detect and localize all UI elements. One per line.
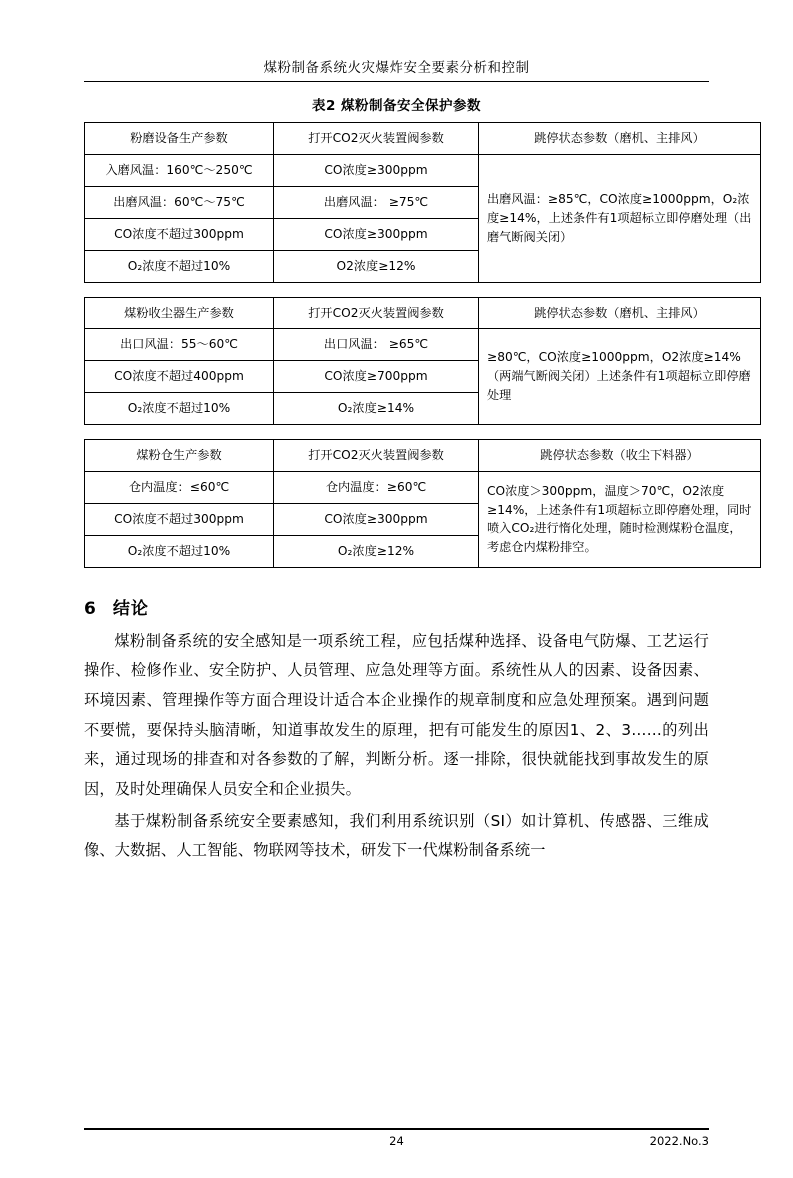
table-note-cell: ≥80℃，CO浓度≥1000ppm，O2浓度≥14%（两端气断阀关闭）上述条件有1项超标立即停磨处理 — [479, 329, 761, 425]
paragraph: 基于煤粉制备系统安全要素感知，我们利用系统识别（SI）如计算机、传感器、三维成像、大数据、人工智能、物联网等技术，研发下一代煤粉制备系统一 — [84, 811, 709, 860]
table-cell: CO浓度≥300ppm — [274, 218, 479, 250]
table-cell: O₂浓度≥12% — [274, 535, 479, 567]
column-header: 煤粉收尘器生产参数 — [85, 297, 274, 329]
section-number: 6 — [84, 598, 97, 619]
table-cell: 出磨风温：60℃～75℃ — [85, 186, 274, 218]
column-header: 打开CO2灭火装置阀参数 — [274, 440, 479, 472]
column-header: 跳停状态参数（磨机、主排风） — [479, 123, 761, 155]
column-header: 煤粉仓生产参数 — [85, 440, 274, 472]
table-cell: O₂浓度不超过10% — [85, 250, 274, 282]
table-cell: O₂浓度≥14% — [274, 393, 479, 425]
table-cell: 仓内温度：≤60℃ — [85, 472, 274, 504]
table-cell: O2浓度≥12% — [274, 250, 479, 282]
column-header: 跳停状态参数（收尘下料器） — [479, 440, 761, 472]
table-cell: CO浓度≥300ppm — [274, 154, 479, 186]
table-row — [85, 472, 761, 504]
column-header: 打开CO2灭火装置阀参数 — [274, 297, 479, 329]
table-cell: CO浓度不超过400ppm — [85, 361, 274, 393]
table-cell: CO浓度不超过300ppm — [85, 218, 274, 250]
document-page — [0, 56, 793, 1178]
running-header: 煤粉制备系统火灾爆炸安全要素分析和控制 — [84, 56, 709, 82]
table-cell: 出口风温：55～60℃ — [85, 329, 274, 361]
table-cell: 入磨风温：160℃～250℃ — [85, 154, 274, 186]
table-note-cell: 出磨风温：≥85℃，CO浓度≥1000ppm，O₂浓度≥14%，上述条件有1项超标立即停磨处理（出磨气断阀关闭） — [479, 154, 761, 282]
table-cell: O₂浓度不超过10% — [85, 535, 274, 567]
table-cell: O₂浓度不超过10% — [85, 393, 274, 425]
page-footer — [84, 1128, 709, 1152]
table-row — [85, 154, 761, 186]
table-cell: 出口风温： ≥65℃ — [274, 329, 479, 361]
table-cell: 出磨风温： ≥75℃ — [274, 186, 479, 218]
column-header: 粉磨设备生产参数 — [85, 123, 274, 155]
column-header: 跳停状态参数（磨机、主排风） — [479, 297, 761, 329]
table-row — [85, 440, 761, 472]
table-row — [85, 329, 761, 361]
table-row — [85, 297, 761, 329]
table-cell: 仓内温度：≥60℃ — [274, 472, 479, 504]
table-caption: 表2 煤粉制备安全保护参数 — [311, 98, 482, 114]
table-cell: CO浓度≥700ppm — [274, 361, 479, 393]
table-cell: CO浓度不超过300ppm — [85, 503, 274, 535]
table-block-3 — [84, 439, 761, 568]
table-block-2 — [84, 297, 761, 426]
issue-label: 2022.No.3 — [649, 1134, 709, 1148]
paragraph: 煤粉制备系统的安全感知是一项系统工程，应包括煤种选择、设备电气防爆、工艺运行操作、检修作业、安全防护、人员管理、应急处理等方面。系统性从人的因素、设备因素、环境因素、管理操作等方面合理设计适合本企业操作的规章制度和应急处理预案。遇到问题不要慌，要保持头脑清晰，知道事故发生的原理，把有可能发生的原因1、2、3……的列出来，通过现场的排查和对各参数的了解，判断分析。逐一排除，很快就能找到事故发生的原因，及时处理确保人员安全和企业损失。 — [84, 631, 709, 798]
footer-divider — [84, 1128, 709, 1130]
table-block-1 — [84, 122, 761, 283]
table-row — [85, 123, 761, 155]
section-heading — [84, 594, 709, 619]
table-note-cell: CO浓度＞300ppm，温度＞70℃，O2浓度≥14%，上述条件有1项超标立即停磨处理，同时喷入CO₂进行惰化处理，随时检测煤粉仓温度，考虑仓内煤粉排空。 — [479, 472, 761, 568]
section-title-text: 结论 — [112, 598, 149, 619]
table-cell: CO浓度≥300ppm — [274, 503, 479, 535]
column-header: 打开CO2灭火装置阀参数 — [274, 123, 479, 155]
page-number: 24 — [389, 1134, 404, 1148]
